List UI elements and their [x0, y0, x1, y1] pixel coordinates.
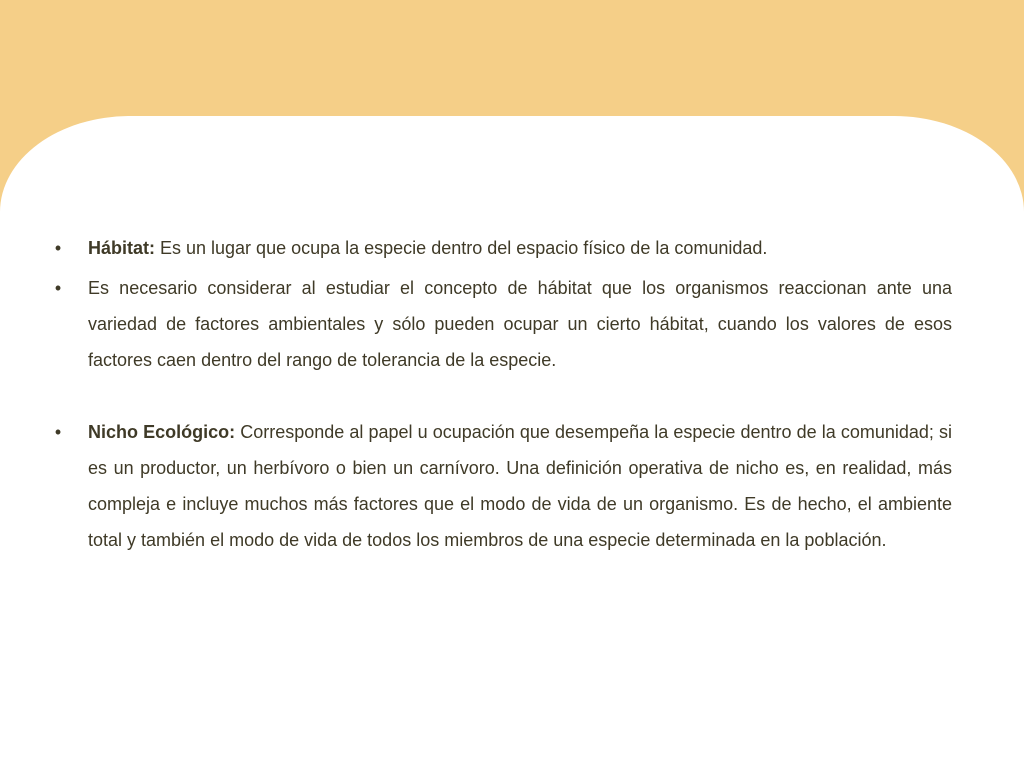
habitat-detail-text: Es necesario considerar al estudiar el concepto de hábitat que los organismos reaccionan ante una variedad de factores ambientales y sólo pueden ocupar un cierto hábitat, cuando los valores de esos factores caen dentro del rango de tolerancia de la especie. — [88, 278, 952, 370]
bullet-item-nicho — [54, 414, 952, 558]
bullet-item-habitat — [54, 230, 952, 266]
bullet-marker: • — [54, 238, 62, 258]
bullet-marker: • — [54, 422, 62, 442]
term-nicho: Nicho Ecológico: — [88, 422, 236, 442]
bullet-item-habitat-detail — [54, 270, 952, 378]
bullet-marker: • — [54, 278, 62, 298]
definition-nicho: Corresponde al papel u ocupación que desempeña la especie dentro de la comunidad; si es un productor, un herbívoro o bien un carnívoro. Una definición operativa de nicho es, en realidad, más compleja e incluye muchos más factores que el modo de vida de un organismo. Es de hecho, el ambiente total y también el modo de vida de todos los miembros de una especie determinada en la población. — [88, 422, 952, 550]
term-habitat: Hábitat: — [88, 238, 155, 258]
bullet-list — [54, 230, 952, 558]
definition-habitat: Es un lugar que ocupa la especie dentro del espacio físico de la comunidad. — [155, 238, 768, 258]
